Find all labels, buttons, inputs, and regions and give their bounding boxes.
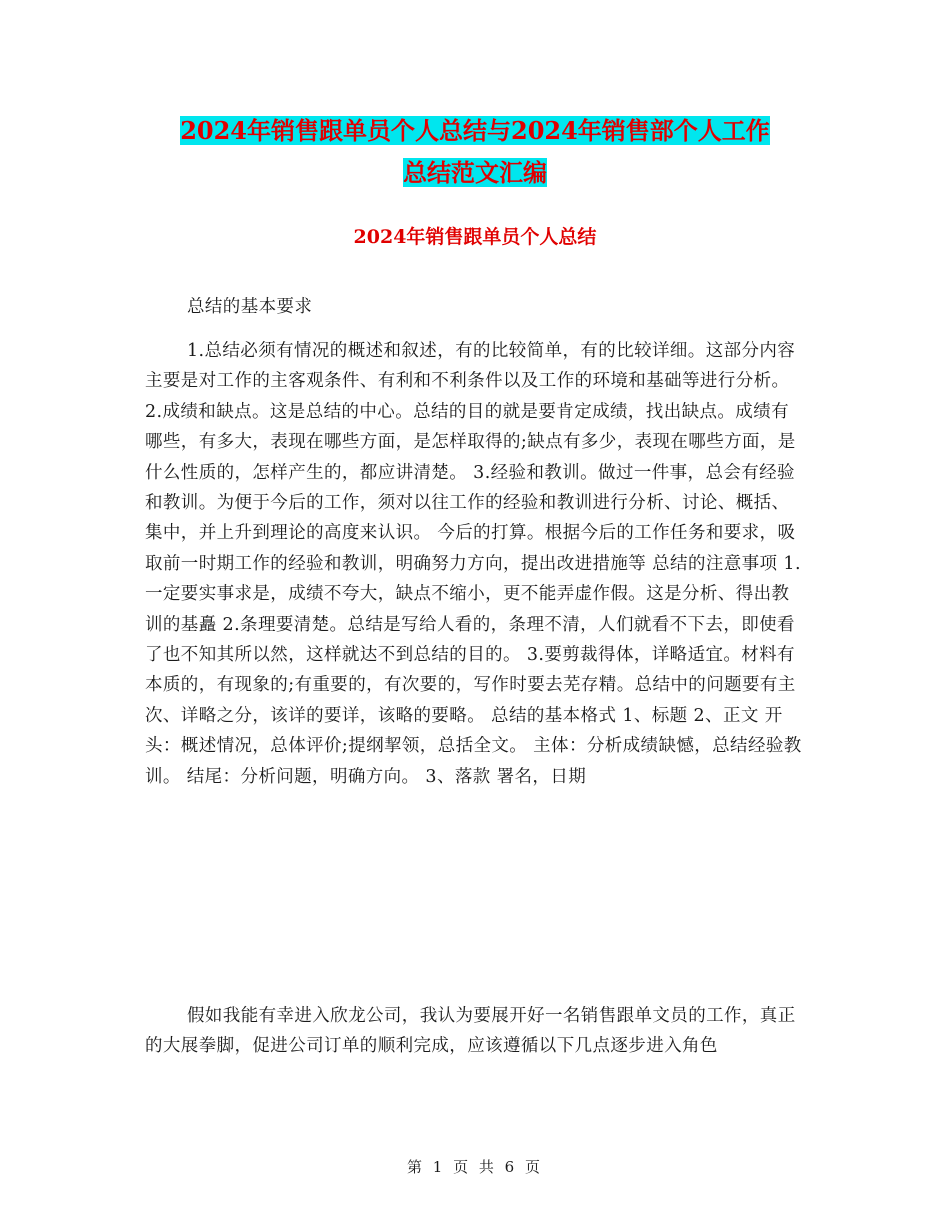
- document-title-line-1: [0, 114, 950, 148]
- document-title-line-2-text: 总结范文汇编: [403, 158, 547, 187]
- body-paragraph: [145, 336, 805, 792]
- document-title-line-2: [0, 156, 950, 190]
- body-paragraph-text: 1.总结必须有情况的概述和叙述，有的比较简单，有的比较详细。这部分内容主要是对工作的主客观条件、有利和不利条件以及工作的环境和基础等进行分析。 2.成绩和缺点。这是总结的中心。总结的目的就是要肯定成绩，找出缺点。成绩有哪些，有多大，表现在哪些方面，是怎样取得的;缺点有多少，表现在哪些方面，是什么性质的，怎样产生的，都应讲清楚。 3.经验和教训。做过一件事，总会有经验和教训。为便于今后的工作，须对以往工作的经验和教训进行分析、讨论、概括、集中，并上升到理论的高度来认识。 今后的打算。根据今后的工作任务和要求，吸取前一时期工作的经验和教训，明确努力方向，提出改进措施等 总结的注意事项 1.一定要实事求是，成绩不夸大，缺点不缩小，更不能弄虚作假。这是分析、得出教训的基矗 2.条理要清楚。总结是写给人看的，条理不清，人们就看不下去，即使看了也不知其所以然，这样就达不到总结的目的。 3.要剪裁得体，详略适宜。材料有本质的，有现象的;有重要的，有次要的，写作时要去芜存精。总结中的问题要有主次、详略之分，该详的要详，该略的要略。 总结的基本格式 1、标题 2、正文 开头：概述情况，总体评价;提纲挈领，总括全文。 主体：分析成绩缺憾，总结经验教训。 结尾：分析问题，明确方向。 3、落款 署名，日期: [145, 341, 802, 787]
- requirements-title: 总结的基本要求: [187, 297, 313, 317]
- document-title-line-1-text: 2024年销售跟单员个人总结与2024年销售部个人工作: [180, 116, 770, 145]
- closing-paragraph: 假如我能有幸进入欣龙公司，我认为要展开好一名销售跟单文员的工作，真正的大展拳脚，促进公司订单的顺利完成，应该遵循以下几点逐步进入角色: [145, 1006, 796, 1057]
- page-footer: 第 1 页 共 6 页: [407, 1158, 543, 1176]
- section-heading: 2024年销售跟单员个人总结: [353, 226, 597, 248]
